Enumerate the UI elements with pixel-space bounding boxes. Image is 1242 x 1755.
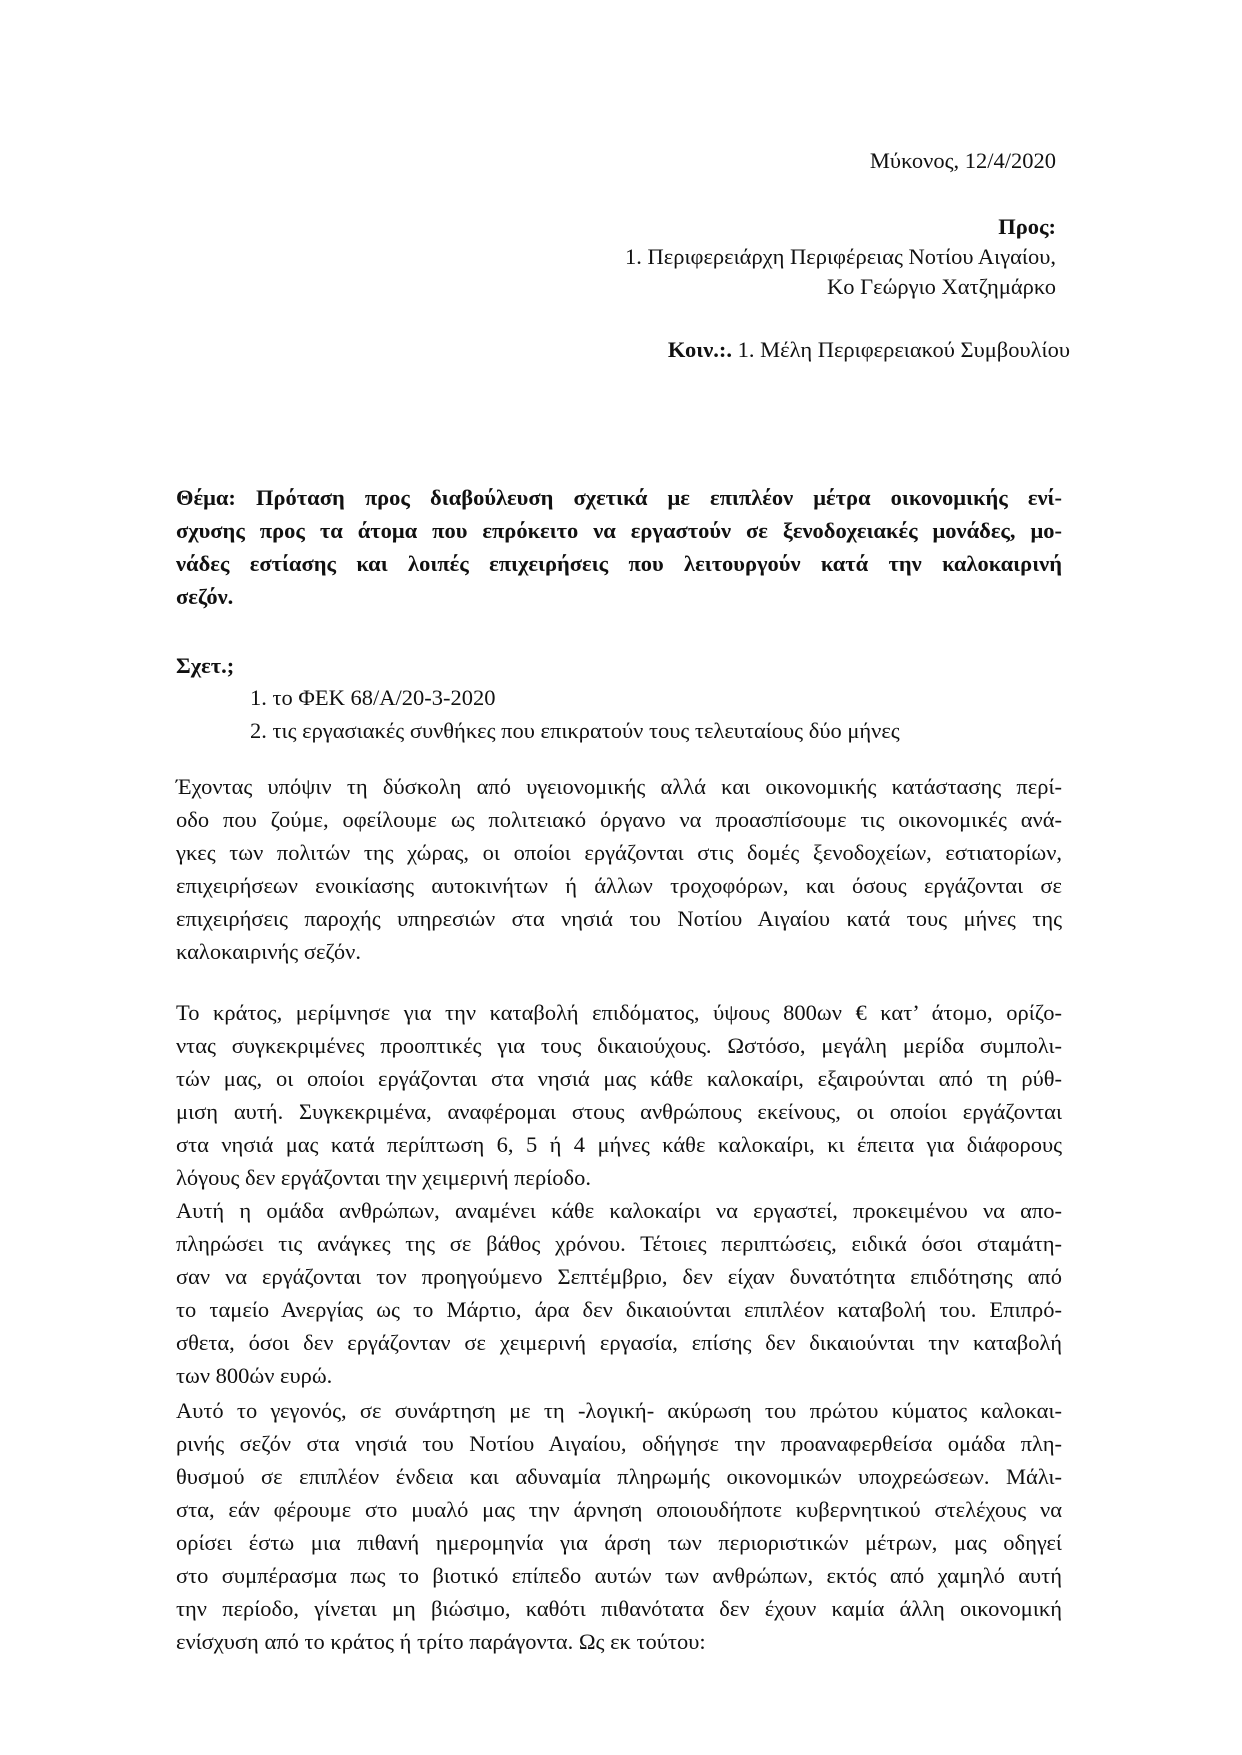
paragraph-line: γκες των πολιτών της χώρας, οι οποίοι εργάζονται στις δομές ξενοδοχείων, εστιατορίων, xyxy=(176,840,1062,865)
paragraph-line: λόγους δεν εργάζονται την χειμερινή περίοδο. xyxy=(176,1165,591,1190)
paragraph-line: πληρώσει τις ανάγκες της σε βάθος χρόνου. Τέτοιες περιπτώσεις, ειδικά όσοι σταμάτη- xyxy=(176,1231,1062,1256)
place-date: Μύκονος, 12/4/2020 xyxy=(869,148,1056,173)
reference-item: 2. τις εργασιακές συνθήκες που επικρατούν τους τελευταίους δύο μήνες xyxy=(250,718,900,743)
paragraph-line: το ταμείο Ανεργίας ως το Μάρτιο, άρα δεν δικαιούνται επιπλέον καταβολή του. Επιπρό- xyxy=(176,1297,1062,1322)
recipient-name: Κο Γεώργιο Χατζημάρκο xyxy=(827,274,1056,299)
paragraph-line: ορίσει έστω μια πιθανή ημερομηνία για άρση των περιοριστικών μέτρων, μας οδηγεί xyxy=(176,1530,1062,1555)
subject-block xyxy=(176,481,1062,613)
subject-line: νάδες εστίασης και λοιπές επιχειρήσεις που λειτουργούν κατά την καλοκαιρινή xyxy=(176,551,1062,576)
paragraph-line: σαν να εργάζονται τον προηγούμενο Σεπτέμβριο, δεν είχαν δυνατότητα επιδότησης από xyxy=(176,1264,1062,1289)
paragraph-line: Έχοντας υπόψιν τη δύσκολη από υγειονομικής αλλά και οικονομικής κατάστασης περί- xyxy=(176,774,1062,799)
recipient-line: 1. Περιφερειάρχη Περιφέρειας Νοτίου Αιγαίου, xyxy=(625,244,1056,269)
paragraph-line: Το κράτος, μερίμνησε για την καταβολή επιδόματος, ύψους 800ων € κατ’ άτομο, ορίζο- xyxy=(176,1000,1062,1025)
paragraph-line: τών μας, οι οποίοι εργάζονται στα νησιά μας κάθε καλοκαίρι, εξαιρούνται από τη ρύθ- xyxy=(176,1066,1062,1091)
paragraph-line: οδο που ζούμε, οφείλουμε ως πολιτειακό όργανο να προασπίσουμε τις οικονομικές ανά- xyxy=(176,807,1062,832)
paragraph-line: ενίσχυση από το κράτος ή τρίτο παράγοντα. Ως εκ τούτου: xyxy=(176,1629,706,1654)
paragraph-line: στα νησιά μας κατά περίπτωση 6, 5 ή 4 μήνες κάθε καλοκαίρι, κι έπειτα για διάφορους xyxy=(176,1132,1062,1157)
body-paragraph-4 xyxy=(176,1394,1062,1658)
paragraph-line: την περίοδο, γίνεται μη βιώσιμο, καθότι πιθανότατα δεν έχουν καμία άλλη οικονομική xyxy=(176,1596,1062,1621)
paragraph-line: των 800ών ευρώ. xyxy=(176,1363,333,1388)
body-paragraph-3 xyxy=(176,1194,1062,1392)
recipient-block xyxy=(625,212,1056,302)
paragraph-line: στα, εάν φέρουμε στο μυαλό μας την άρνηση οποιουδήποτε κυβερνητικού στελέχους να xyxy=(176,1497,1062,1522)
recipient-label: Προς: xyxy=(998,214,1056,239)
paragraph-line: καλοκαιρινής σεζόν. xyxy=(176,939,361,964)
reference-item: 1. το ΦΕΚ 68/Α/20-3-2020 xyxy=(250,685,496,710)
body-paragraph-2 xyxy=(176,996,1062,1194)
cc-text: 1. Μέλη Περιφερειακού Συμβουλίου xyxy=(732,337,1070,362)
paragraph-line: Αυτή η ομάδα ανθρώπων, αναμένει κάθε καλοκαίρι να εργαστεί, προκειμένου να απο- xyxy=(176,1198,1062,1223)
cc-block xyxy=(668,335,1070,365)
paragraph-line: στο συμπέρασμα πως το βιοτικό επίπεδο αυτών των ανθρώπων, εκτός από χαμηλό αυτή xyxy=(176,1563,1062,1588)
paragraph-line: επιχειρήσεις παροχής υπηρεσιών στα νησιά του Νοτίου Αιγαίου κατά τους μήνες της xyxy=(176,906,1062,931)
subject-line: σεζόν. xyxy=(176,584,234,609)
references-title: Σχετ.; xyxy=(176,653,235,678)
paragraph-line: επιχειρήσεων ενοικίασης αυτοκινήτων ή άλλων τροχοφόρων, και όσους εργάζονται σε xyxy=(176,873,1062,898)
paragraph-line: θυσμού σε επιπλέον ένδεια και αδυναμία πληρωμής οικονομικών υποχρεώσεων. Μάλι- xyxy=(176,1464,1062,1489)
cc-label: Κοιν.:. xyxy=(667,337,733,362)
body-paragraph-1 xyxy=(176,770,1062,968)
paragraph-line: ρινής σεζόν στα νησιά του Νοτίου Αιγαίου, οδήγησε την προαναφερθείσα ομάδα πλη- xyxy=(176,1431,1062,1456)
references-list xyxy=(250,681,900,747)
subject-line: σχυσης προς τα άτομα που επρόκειτο να εργαστούν σε ξενοδοχειακές μονάδες, μο- xyxy=(176,518,1062,543)
paragraph-line: Αυτό το γεγονός, σε συνάρτηση με τη -λογική- ακύρωση του πρώτου κύματος καλοκαι- xyxy=(176,1398,1062,1423)
paragraph-line: μιση αυτή. Συγκεκριμένα, αναφέρομαι στους ανθρώπους εκείνους, οι οποίοι εργάζονται xyxy=(176,1099,1062,1124)
paragraph-line: σθετα, όσοι δεν εργάζονταν σε χειμερινή εργασία, επίσης δεν δικαιούνται την καταβολή xyxy=(176,1330,1062,1355)
paragraph-line: ντας συγκεκριμένες προοπτικές για τους δικαιούχους. Ωστόσο, μεγάλη μερίδα συμπολι- xyxy=(176,1033,1062,1058)
subject-line: Θέμα: Πρόταση προς διαβούλευση σχετικά με επιπλέον μέτρα οικονομικής ενί- xyxy=(176,485,1062,510)
